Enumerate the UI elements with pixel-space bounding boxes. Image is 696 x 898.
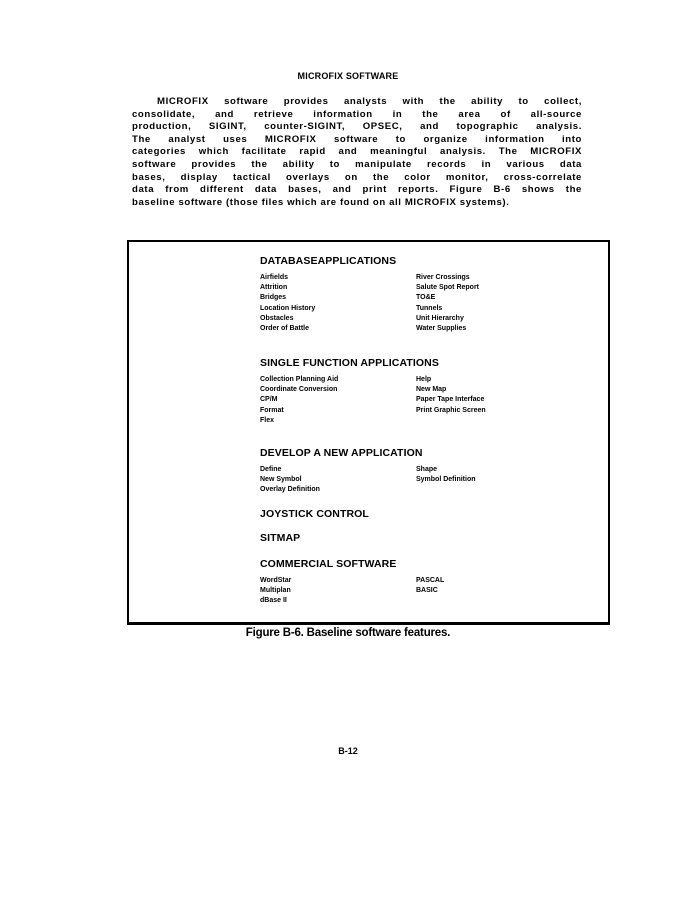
list-item: Multiplan <box>260 587 291 595</box>
list-item: Collection Planning Aid <box>260 376 339 383</box>
paragraph-line: production, SIGINT, counter-SIGINT, OPSEC, and topographic analysis. <box>132 121 582 133</box>
section-heading: DEVELOP A NEW APPLICATION <box>260 447 423 459</box>
list-item: Unit Hierarchy <box>416 314 464 322</box>
section-right-column <box>416 465 556 496</box>
paragraph-line: data from different data bases, and print reports. Figure B-6 shows the <box>132 184 582 196</box>
paragraph-line: consolidate, and retrieve information in the area of all-source <box>132 108 582 120</box>
list-item: Paper Tape Interface <box>416 396 485 404</box>
list-item: PASCAL <box>416 577 445 584</box>
paragraph-line: baseline software (those files which are found on all MICROFIX systems). <box>132 196 510 208</box>
figure-section-joystick-control <box>260 508 560 526</box>
list-item: Order of Battle <box>260 325 310 333</box>
list-item: Flex <box>260 416 275 424</box>
list-item: Coordinate Conversion <box>260 386 338 394</box>
list-item: Tunnels <box>416 304 443 312</box>
list-item: Overlay Definition <box>260 486 320 494</box>
list-item: New Map <box>416 386 447 394</box>
figure-section-sitmap <box>260 532 560 550</box>
list-item: Print Graphic Screen <box>416 406 486 414</box>
list-item: Symbol Definition <box>416 476 476 484</box>
list-item: Location History <box>260 304 316 312</box>
list-item: Format <box>260 406 284 414</box>
section-right-column <box>416 576 556 607</box>
list-item: Obstacles <box>260 314 294 322</box>
list-item: dBase II <box>260 597 287 605</box>
section-left-column <box>260 375 416 426</box>
section-heading: DATABASEAPPLICATIONS <box>260 255 397 267</box>
section-left-column <box>260 465 416 496</box>
figure-section-develop-new-application <box>260 447 560 496</box>
section-left-column <box>260 273 416 334</box>
list-item: Airfields <box>260 274 289 281</box>
paragraph-line: The analyst uses MICROFIX software to organize information into <box>132 133 582 145</box>
section-right-column <box>416 375 556 426</box>
body-paragraph <box>132 96 582 209</box>
figure-box <box>127 240 610 625</box>
list-item: Water Supplies <box>416 325 467 333</box>
list-item: WordStar <box>260 577 292 584</box>
section-heading: JOYSTICK CONTROL <box>260 508 369 520</box>
figure-caption: Figure B-6. Baseline software features. <box>245 627 451 639</box>
list-item: Define <box>260 466 282 473</box>
list-item: TO&E <box>416 294 436 302</box>
page-number: B-12 <box>338 746 358 756</box>
paragraph-line: MICROFIX software provides analysts with the ability to collect, <box>157 96 582 107</box>
figure-section-database-applications <box>260 255 560 334</box>
list-item: Attrition <box>260 284 288 292</box>
figure-section-commercial-software <box>260 558 560 607</box>
list-item: Salute Spot Report <box>416 284 480 292</box>
list-item: BASIC <box>416 587 438 595</box>
list-item: River Crossings <box>416 274 470 281</box>
page-title: MICROFIX SOFTWARE <box>297 71 399 81</box>
list-item: CP/M <box>260 396 278 404</box>
figure-section-single-function-applications <box>260 357 560 426</box>
paragraph-line: software provides the ability to manipulate records in various data <box>132 158 582 170</box>
paragraph-line: bases, display tactical overlays on the color monitor, cross-correlate <box>132 171 582 183</box>
section-heading: SITMAP <box>260 532 301 544</box>
list-item: Bridges <box>260 294 287 302</box>
paragraph-line: categories which facilitate rapid and meaningful analysis. The MICROFIX <box>132 146 582 158</box>
section-right-column <box>416 273 556 334</box>
list-item: New Symbol <box>260 476 302 484</box>
section-heading: COMMERCIAL SOFTWARE <box>260 558 397 570</box>
section-left-column <box>260 576 416 607</box>
list-item: Shape <box>416 466 438 473</box>
section-heading: SINGLE FUNCTION APPLICATIONS <box>260 357 439 369</box>
list-item: Help <box>416 376 432 383</box>
